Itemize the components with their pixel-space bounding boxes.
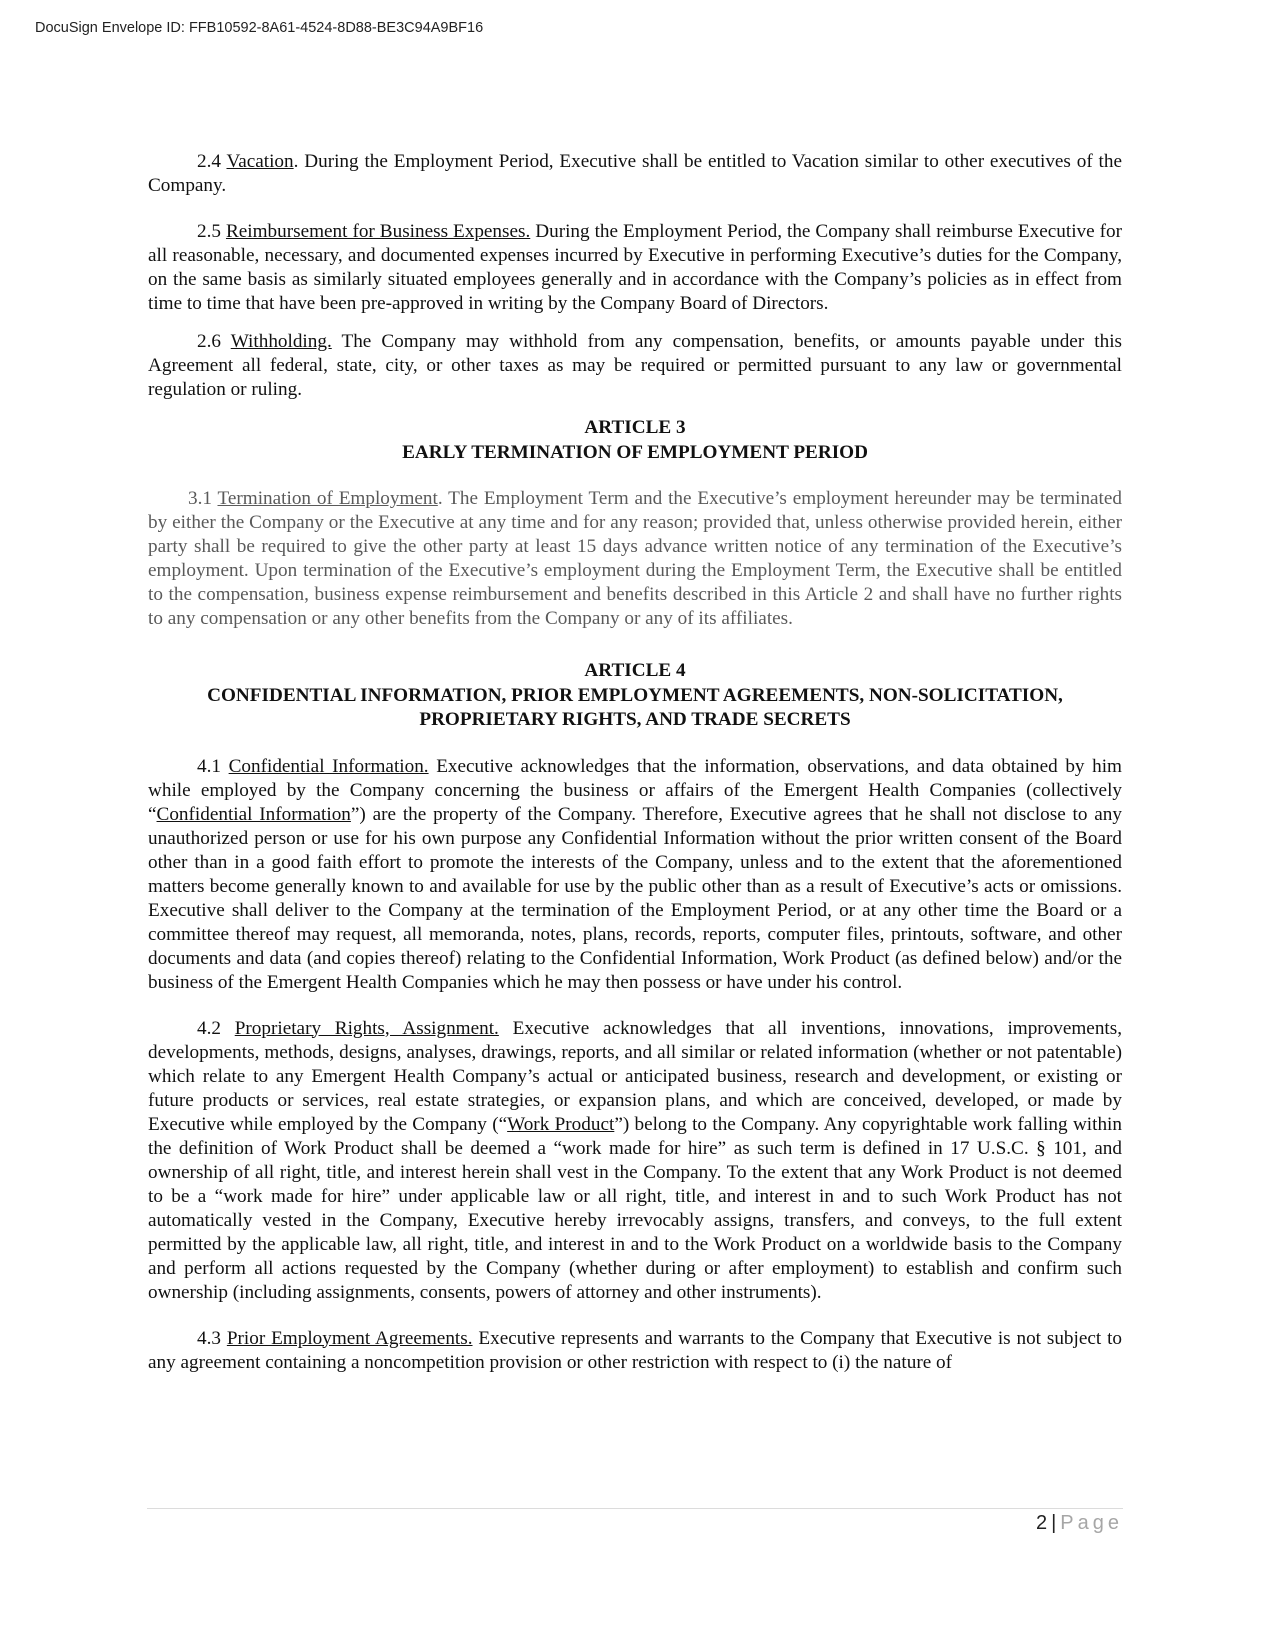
section-text: Executive acknowledges that the information, observations, and data obtained by him while employed by the Company concerning the business or affairs of the Emergent Health Companies (collectively “ <box>148 755 1122 825</box>
section-text: Executive acknowledges that all inventions, innovations, improvements, developments, methods, designs, analyses, drawings, reports, and all similar or related information (whether or not patentable) which relate to any Emergent Health Company’s actual or anticipated business, research and development, or existing or future products or services, real estate strategies, or expansion plans, and which are conceived, developed, or made by Executive while employed by the Company (“ <box>148 1017 1123 1135</box>
section-title: Proprietary Rights, Assignment. <box>234 1017 499 1039</box>
section-text: ”) belong to the Company. Any copyrightable work falling within the definition of Work Product shall be deemed a “work made for hire” as such term is defined in 17 U.S.C. § 101, and ownership of all right, title, and interest herein shall vest in the Company. To the extent that any Work Product is not deemed to be a “work made for hire” under applicable law or all right, title, and interest in and to such Work Product has not automatically vested in the Company, Executive hereby irrevocably assigns, transfers, and conveys, to the full extent permitted by the applicable law, all right, title, and interest in and to the Work Product on a worldwide basis to the Company and perform all actions requested by the Company (whether during or after employment) to establish and confirm such ownership (including assignments, consents, powers of attorney and other instruments). <box>148 1113 1122 1303</box>
section-text: . During the Employment Period, Executive shall be entitled to Vacation similar to other executives of the Company. <box>148 151 1122 196</box>
section-text: . The Employment Term and the Executive’s employment hereunder may be terminated by either the Company or the Executive at any time and for any reason; provided that, unless otherwise provided herein, either party shall be required to give the other party at least 15 days advance written notice of any termination of the Executive’s employment. Upon termination of the Executive’s employment during the Employment Term, the Executive shall be entitled to the compensation, business expense reimbursement and benefits described in this Article 2 and shall have no further rights to any compensation or any other benefits from the Company or any of its affiliates. <box>148 488 1123 629</box>
page-footer <box>1036 1512 1123 1535</box>
section-title: Termination of Employment <box>217 488 438 509</box>
article-title: EARLY TERMINATION OF EMPLOYMENT PERIOD <box>402 441 868 463</box>
envelope-id: DocuSign Envelope ID: FFB10592-8A61-4524-8D88-BE3C94A9BF16 <box>35 20 484 36</box>
section-title: Vacation <box>226 151 294 172</box>
section-number: 4.2 <box>197 1017 235 1039</box>
section-title: Withholding. <box>230 331 332 352</box>
article-number: ARTICLE 3 <box>584 417 686 438</box>
section-text: Executive represents and warrants to the Company that Executive is not subject to any agreement containing a noncompetition provision or other restriction with respect to (i) the nature of <box>148 1327 1122 1373</box>
section-2-5 <box>148 220 1122 316</box>
section-number: 2.6 <box>197 331 231 352</box>
article-4-heading <box>148 659 1122 733</box>
footer-divider <box>147 1508 1123 1509</box>
page-label: Page <box>1060 1512 1123 1534</box>
defined-term: Work Product <box>507 1113 615 1135</box>
document-body <box>148 150 1122 1375</box>
article-number: ARTICLE 4 <box>584 660 686 681</box>
section-number: 2.4 <box>197 151 227 172</box>
article-title-line-1: CONFIDENTIAL INFORMATION, PRIOR EMPLOYMENT AGREEMENTS, NON-SOLICITATION, <box>207 684 1063 706</box>
section-number: 2.5 <box>197 221 226 242</box>
section-2-6 <box>148 330 1122 402</box>
section-4-3 <box>148 1327 1122 1375</box>
section-4-1 <box>148 755 1122 995</box>
section-4-2 <box>148 1017 1122 1305</box>
section-title: Confidential Information. <box>228 755 429 777</box>
footer-separator: | <box>1051 1512 1057 1534</box>
section-text: The Company may withhold from any compensation, benefits, or amounts payable under this Agreement all federal, state, city, or other taxes as may be required or permitted pursuant to any law or governmental regulation or ruling. <box>148 331 1122 400</box>
article-3-heading <box>148 416 1122 465</box>
section-number: 4.1 <box>197 755 229 777</box>
section-text: During the Employment Period, the Company shall reimburse Executive for all reasonable, necessary, and documented expenses incurred by Executive in performing Executive’s duties for the Company, on the same basis as similarly situated employees generally and in accordance with the Company’s policies as in effect from time to time that have been pre-approved in writing by the Company Board of Directors. <box>148 221 1122 314</box>
page-number: 2 <box>1035 1512 1048 1534</box>
section-text: ”) are the property of the Company. Therefore, Executive agrees that he shall not disclose to any unauthorized person or use for his own purpose any Confidential Information without the prior written consent of the Board other than in a good faith effort to promote the interests of the Company, unless and to the extent that the aforementioned matters become generally known to and available for use by the public other than as a result of Executive’s acts or omissions. Executive shall deliver to the Company at the termination of the Employment Period, or at any other time the Board or a committee thereof may request, all memoranda, notes, plans, records, reports, computer files, printouts, software, and other documents and data (and copies thereof) relating to the Confidential Information, Work Product (as defined below) and/or the business of the Emergent Health Companies which he may then possess or have under his control. <box>148 803 1122 993</box>
section-title: Prior Employment Agreements. <box>226 1327 473 1349</box>
section-3-1 <box>148 487 1122 631</box>
section-number: 4.3 <box>197 1327 227 1349</box>
section-title: Reimbursement for Business Expenses. <box>225 221 531 242</box>
section-number: 3.1 <box>188 488 218 509</box>
defined-term: Confidential Information <box>156 803 351 825</box>
section-2-4 <box>148 150 1122 198</box>
article-title-line-2: PROPRIETARY RIGHTS, AND TRADE SECRETS <box>419 709 851 730</box>
